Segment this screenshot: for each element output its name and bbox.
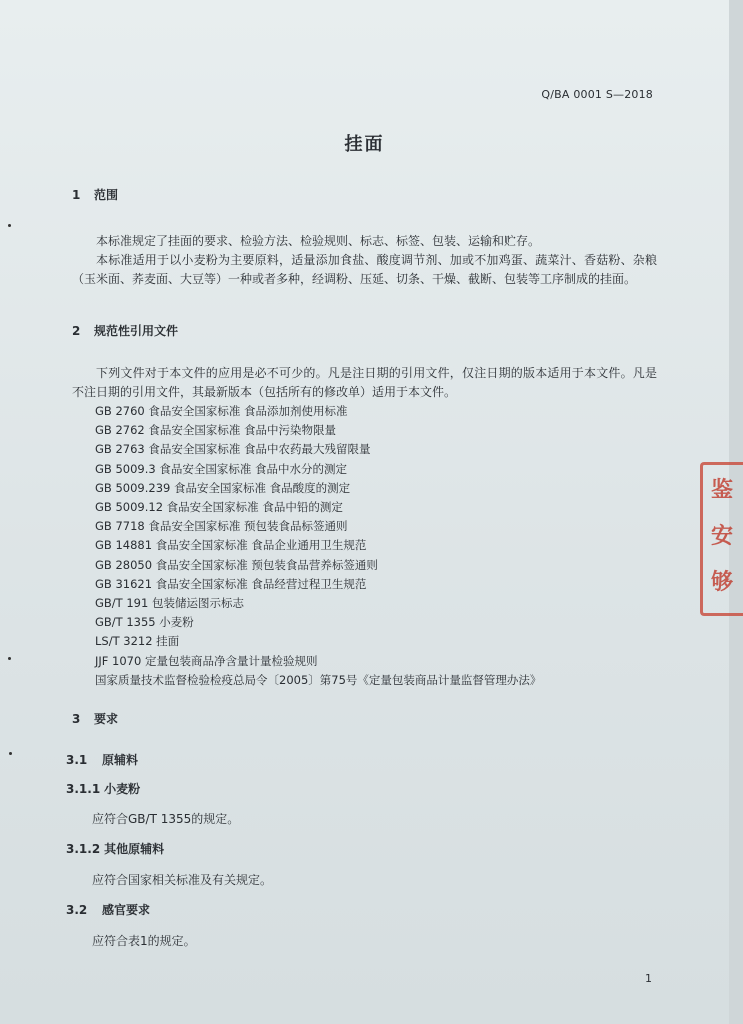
subsection-3-1-1-text: 应符合GB/T 1355的规定。 [92, 812, 240, 826]
reference-item: GB 28050 食品安全国家标准 预包装食品营养标签通则 [95, 557, 378, 572]
document-title: 挂面 [344, 134, 385, 155]
subsection-title: 小麦粉 [104, 782, 141, 796]
scan-speck [8, 657, 11, 660]
subsection-3-1-2-text: 应符合国家相关标准及有关规定。 [92, 873, 273, 887]
section-number: 3 [72, 712, 81, 726]
reference-item: GB 31621 食品安全国家标准 食品经营过程卫生规范 [95, 576, 367, 591]
red-seal-stamp [700, 462, 743, 616]
section-2-intro: 下列文件对于本文件的应用是必不可少的。凡是注日期的引用文件，仅注日期的版本适用于本文件。凡是不注日期的引用文件，其最新版本（包括所有的修改单）适用于本文件。 [72, 366, 657, 399]
scan-speck [9, 752, 12, 755]
section-1-heading [72, 186, 118, 203]
subsection-number: 3.1 [66, 753, 88, 767]
reference-item: JJF 1070 定量包装商品净含量计量检验规则 [95, 653, 318, 668]
stamp-character: 安 [711, 523, 734, 549]
reference-item: GB 2763 食品安全国家标准 食品中农药最大残留限量 [95, 442, 371, 457]
scan-speck [8, 224, 11, 227]
document-code: Q/BA 0001 S—2018 [541, 88, 653, 101]
reference-item: GB 2762 食品安全国家标准 食品中污染物限量 [95, 423, 337, 438]
subsection-3-2-heading [66, 901, 150, 918]
subsection-3-1-1-heading [66, 780, 140, 797]
section-1-paragraph-1: 本标准规定了挂面的要求、检验方法、检验规则、标志、标签、包装、运输和贮存。 [96, 234, 541, 248]
section-1-paragraph-2: 本标准适用于以小麦粉为主要原料，适量添加食盐、酸度调节剂、加或不加鸡蛋、蔬菜汁、香菇粉、杂粮（玉米面、荞麦面、大豆等）一种或者多种，经调粉、压延、切条、干燥、截断、包装等工序制成的挂面。 [72, 253, 657, 286]
section-number: 1 [72, 188, 81, 202]
subsection-3-1-heading [66, 751, 138, 768]
section-number: 2 [72, 324, 81, 338]
reference-item: 国家质量技术监督检验检疫总局令〔2005〕第75号《定量包装商品计量监督管理办法》 [95, 672, 542, 687]
section-title: 范围 [94, 188, 119, 202]
section-2-heading [72, 322, 178, 339]
subsection-number: 3.2 [66, 903, 88, 917]
subsection-title: 其他原辅料 [104, 842, 165, 856]
reference-item: GB 5009.3 食品安全国家标准 食品中水分的测定 [95, 461, 348, 476]
reference-item: GB/T 1355 小麦粉 [95, 615, 194, 630]
stamp-character: 鉴 [711, 477, 734, 503]
subsection-number: 3.1.1 [66, 782, 101, 796]
subsection-3-2-text: 应符合表1的规定。 [92, 934, 196, 948]
page-number: 1 [645, 972, 652, 985]
subsection-title: 感官要求 [102, 903, 151, 917]
reference-item: LS/T 3212 挂面 [95, 634, 180, 649]
subsection-3-1-2-heading [66, 840, 164, 857]
section-3-heading [72, 710, 118, 727]
subsection-number: 3.1.2 [66, 842, 101, 856]
reference-item: GB/T 191 包装储运图示标志 [95, 596, 244, 611]
subsection-title: 原辅料 [102, 753, 139, 767]
stamp-character: 够 [711, 569, 734, 595]
reference-item: GB 5009.239 食品安全国家标准 食品酸度的测定 [95, 480, 351, 495]
section-title: 要求 [94, 712, 119, 726]
reference-list [95, 402, 541, 690]
reference-item: GB 7718 食品安全国家标准 预包装食品标签通则 [95, 519, 348, 534]
reference-item: GB 14881 食品安全国家标准 食品企业通用卫生规范 [95, 538, 367, 553]
reference-item: GB 2760 食品安全国家标准 食品添加剂使用标准 [95, 404, 348, 418]
section-title: 规范性引用文件 [94, 324, 179, 338]
reference-item: GB 5009.12 食品安全国家标准 食品中铅的测定 [95, 500, 343, 515]
